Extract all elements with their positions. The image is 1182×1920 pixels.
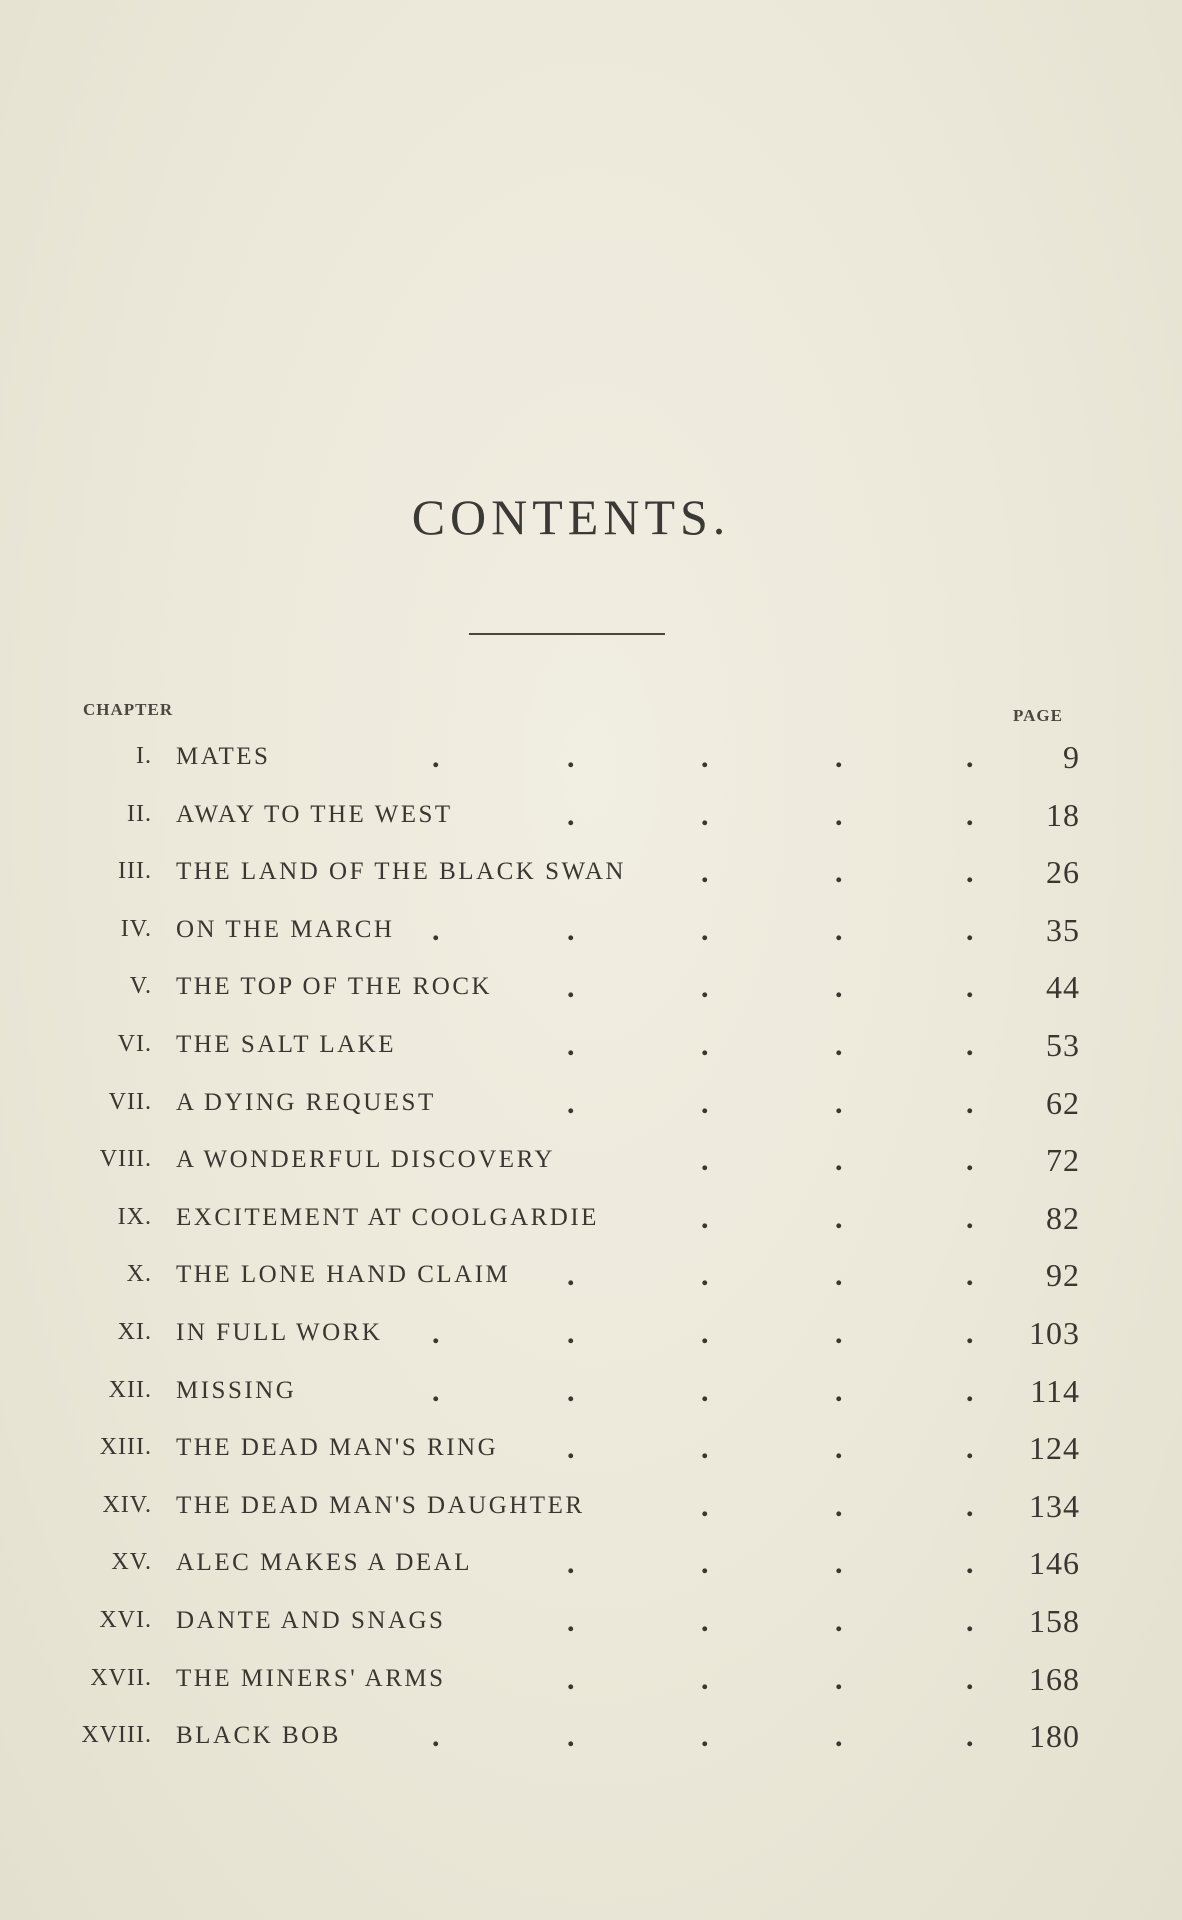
chapter-number: I. — [136, 743, 152, 769]
page-column-header: PAGE — [1013, 706, 1063, 725]
leader-dot: . — [567, 1720, 577, 1754]
page-number: 18 — [1046, 796, 1080, 833]
leader-dot: . — [835, 1201, 845, 1235]
leader-dot: . — [567, 1374, 577, 1408]
chapter-title: THE TOP OF THE ROCK — [176, 973, 493, 1001]
leader-dot: . — [835, 1547, 845, 1581]
leader-dot: . — [701, 741, 711, 774]
leader-dot: . — [966, 1662, 976, 1696]
leader-dot: . — [835, 1605, 845, 1638]
leader-dot: . — [701, 1547, 711, 1581]
leader-dot: . — [966, 1374, 976, 1408]
leader-dot: . — [835, 1029, 845, 1062]
page-number: 9 — [1063, 739, 1080, 775]
leader-dot: . — [835, 798, 845, 832]
toc-entry — [0, 1083, 1182, 1123]
toc-entry — [0, 795, 1182, 835]
leader-dot: . — [701, 856, 711, 890]
toc-entry — [0, 910, 1182, 950]
chapter-title: A WONDERFUL DISCOVERY — [176, 1146, 555, 1174]
leader-dot: . — [701, 1144, 711, 1178]
leader-dot: . — [835, 1432, 845, 1466]
leader-dot: . — [567, 1547, 577, 1581]
leader-dot: . — [567, 1029, 577, 1062]
leader-dot: . — [432, 1374, 442, 1408]
page-number: 82 — [1046, 1199, 1080, 1236]
chapter-title: MISSING — [176, 1376, 297, 1404]
leader-dot: . — [835, 971, 845, 1005]
page-number: 53 — [1046, 1027, 1080, 1063]
leader-dot: . — [835, 1086, 845, 1120]
leader-dot: . — [567, 1432, 577, 1466]
leader-dot: . — [567, 1086, 577, 1120]
toc-entry — [0, 1543, 1182, 1583]
chapter-title: ON THE MARCH — [176, 915, 395, 943]
leader-dot: . — [432, 1317, 442, 1350]
chapter-number: X. — [126, 1261, 152, 1288]
page-number: 26 — [1046, 854, 1080, 891]
chapter-column-header: CHAPTER — [83, 700, 174, 719]
chapter-title: THE LONE HAND CLAIM — [176, 1261, 511, 1289]
page-number: 44 — [1046, 969, 1080, 1006]
leader-dot: . — [432, 913, 442, 947]
chapter-title: ALEC MAKES A DEAL — [176, 1549, 472, 1577]
toc-entry — [0, 1313, 1182, 1353]
chapter-number: IV. — [120, 915, 152, 942]
chapter-number: V. — [129, 973, 152, 1000]
leader-dot: . — [567, 913, 577, 947]
leader-dot: . — [701, 1605, 711, 1638]
leader-dot: . — [567, 1605, 577, 1638]
leader-dot: . — [701, 971, 711, 1005]
chapter-number: XVIII. — [81, 1722, 152, 1749]
leader-dot: . — [835, 1374, 845, 1408]
toc-entry — [0, 1486, 1182, 1526]
leader-dot: . — [701, 1720, 711, 1754]
page-number: 62 — [1046, 1084, 1080, 1121]
toc-entry — [0, 852, 1182, 892]
leader-dot: . — [567, 1317, 577, 1350]
leader-dot: . — [701, 1086, 711, 1120]
toc-entry — [0, 1601, 1182, 1641]
leader-dot: . — [966, 1317, 976, 1350]
chapter-number: II. — [127, 800, 152, 827]
toc-entry — [0, 737, 1182, 777]
leader-dot: . — [966, 1432, 976, 1466]
leader-dot: . — [966, 1144, 976, 1178]
leader-dot: . — [432, 741, 442, 774]
toc-entry — [0, 1255, 1182, 1295]
page-number: 103 — [1029, 1315, 1080, 1351]
leader-dot: . — [701, 1317, 711, 1350]
chapter-title: MATES — [176, 743, 271, 770]
leader-dot: . — [701, 798, 711, 832]
leader-dot: . — [835, 1144, 845, 1178]
leader-dot: . — [567, 1662, 577, 1696]
toc-entry — [0, 1428, 1182, 1468]
leader-dot: . — [567, 798, 577, 832]
leader-dot: . — [701, 1662, 711, 1696]
leader-dot: . — [835, 1489, 845, 1523]
title-rule — [469, 633, 665, 635]
chapter-number: XIII. — [99, 1434, 152, 1461]
chapter-title: EXCITEMENT AT COOLGARDIE — [176, 1203, 599, 1231]
page-number: 158 — [1029, 1603, 1080, 1639]
leader-dot: . — [835, 741, 845, 774]
leader-dot: . — [966, 1029, 976, 1062]
leader-dot: . — [567, 741, 577, 774]
leader-dot: . — [567, 971, 577, 1005]
page-number: 92 — [1046, 1257, 1080, 1294]
chapter-number: XV. — [111, 1549, 152, 1576]
chapter-title: THE SALT LAKE — [176, 1031, 396, 1058]
chapter-number: VIII. — [99, 1146, 152, 1173]
toc-entry — [0, 1025, 1182, 1065]
leader-dot: . — [966, 856, 976, 890]
chapter-number: XVII. — [90, 1664, 152, 1691]
chapter-title: IN FULL WORK — [176, 1319, 383, 1346]
chapter-number: XII. — [108, 1376, 152, 1403]
leader-dot: . — [835, 913, 845, 947]
leader-dot: . — [966, 1720, 976, 1754]
leader-dot: . — [701, 1489, 711, 1523]
leader-dot: . — [567, 1259, 577, 1293]
leader-dot: . — [701, 1374, 711, 1408]
toc-entry — [0, 1140, 1182, 1180]
leader-dot: . — [701, 1432, 711, 1466]
toc-entry — [0, 967, 1182, 1007]
chapter-number: III. — [118, 858, 152, 885]
page-number: 134 — [1029, 1487, 1080, 1524]
chapter-number: XIV. — [102, 1491, 152, 1518]
chapter-title: THE MINERS' ARMS — [176, 1664, 446, 1692]
toc-entry — [0, 1371, 1182, 1411]
chapter-number: XI. — [117, 1319, 152, 1345]
chapter-title: A DYING REQUEST — [176, 1088, 436, 1116]
leader-dot: . — [966, 741, 976, 774]
leader-dot: . — [966, 913, 976, 947]
chapter-title: THE DEAD MAN'S RING — [176, 1434, 499, 1462]
chapter-title: DANTE AND SNAGS — [176, 1607, 446, 1634]
leader-dot: . — [835, 1317, 845, 1350]
page-number: 168 — [1029, 1660, 1080, 1697]
toc-entry — [0, 1198, 1182, 1238]
leader-dot: . — [432, 1720, 442, 1754]
leader-dot: . — [966, 1489, 976, 1523]
page-number: 114 — [1030, 1372, 1080, 1409]
leader-dot: . — [701, 1259, 711, 1293]
leader-dot: . — [835, 1662, 845, 1696]
leader-dot: . — [835, 1259, 845, 1293]
leader-dot: . — [701, 1029, 711, 1062]
leader-dot: . — [966, 1086, 976, 1120]
leader-dot: . — [966, 798, 976, 832]
chapter-title: THE DEAD MAN'S DAUGHTER — [176, 1491, 585, 1519]
chapter-number: VI. — [117, 1031, 152, 1057]
chapter-number: IX. — [117, 1203, 152, 1230]
leader-dot: . — [701, 913, 711, 947]
leader-dot: . — [966, 1547, 976, 1581]
leader-dot: . — [835, 856, 845, 890]
chapter-number: VII. — [108, 1088, 152, 1115]
page-number: 72 — [1046, 1142, 1080, 1179]
leader-dot: . — [701, 1201, 711, 1235]
chapter-title: BLACK BOB — [176, 1722, 341, 1750]
chapter-number: XVI. — [99, 1607, 152, 1633]
chapter-title: THE LAND OF THE BLACK SWAN — [176, 858, 626, 886]
leader-dot: . — [835, 1720, 845, 1754]
leader-dot: . — [966, 971, 976, 1005]
toc-entry — [0, 1659, 1182, 1699]
toc-entry — [0, 1716, 1182, 1756]
leader-dot: . — [966, 1259, 976, 1293]
page-number: 180 — [1029, 1718, 1080, 1755]
page-title: CONTENTS. — [411, 489, 731, 545]
leader-dot: . — [966, 1201, 976, 1235]
page-number: 35 — [1046, 911, 1080, 948]
page-number: 124 — [1029, 1430, 1080, 1467]
chapter-title: AWAY TO THE WEST — [176, 800, 453, 828]
page-number: 146 — [1029, 1545, 1080, 1582]
leader-dot: . — [966, 1605, 976, 1638]
